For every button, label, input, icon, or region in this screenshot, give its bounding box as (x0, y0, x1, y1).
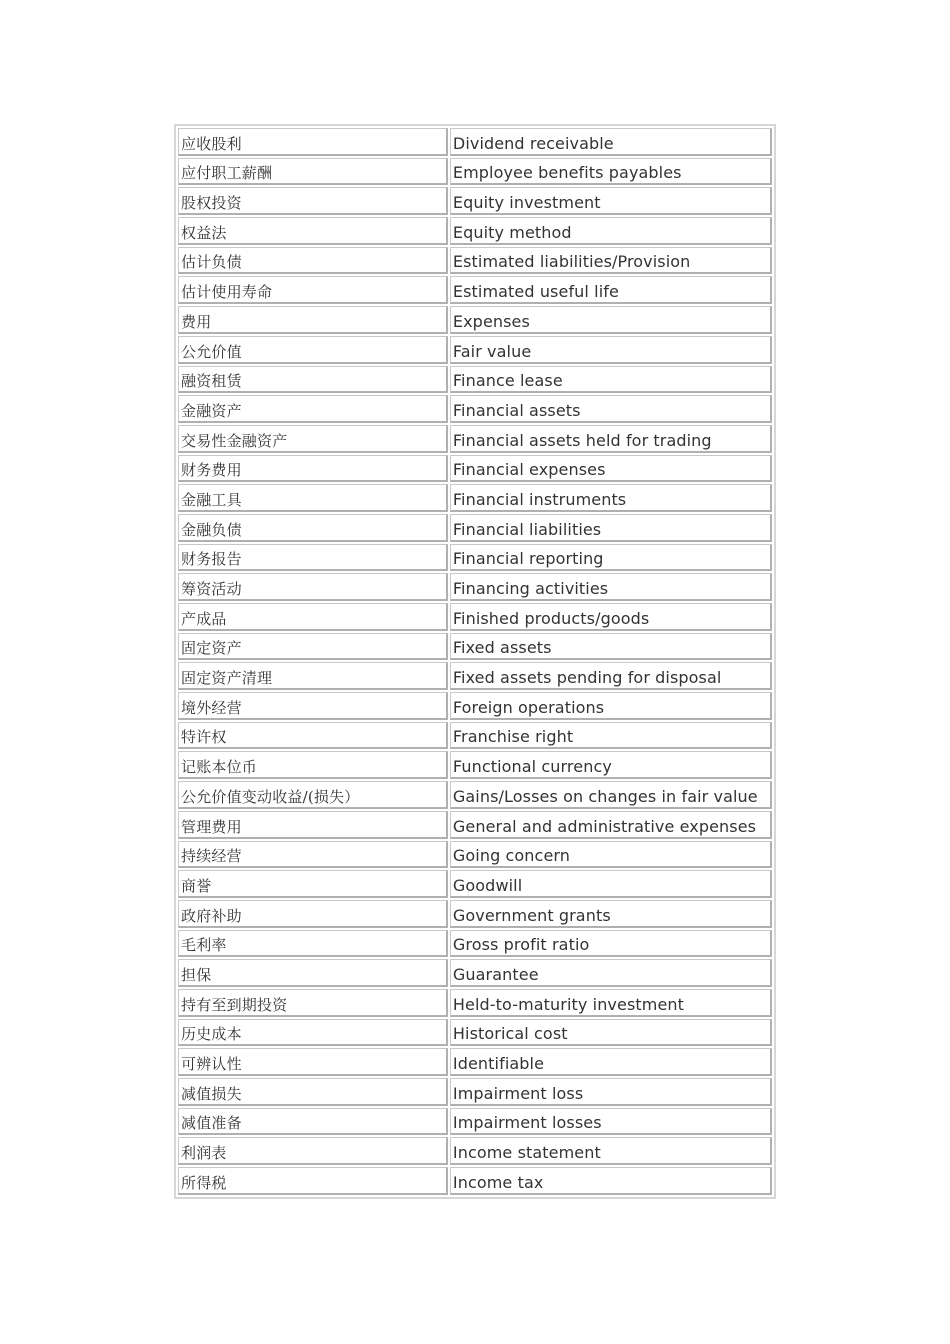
glossary-row (178, 1108, 772, 1136)
chinese-term-cell: 估计负债 (178, 247, 448, 275)
glossary-row (178, 959, 772, 987)
english-term-cell: Financial liabilities (450, 514, 772, 542)
chinese-term-cell: 公允价值 (178, 336, 448, 364)
english-term-cell: Financial assets held for trading (450, 425, 772, 453)
glossary-row (178, 366, 772, 394)
english-term-cell: Income statement (450, 1137, 772, 1165)
chinese-term-cell: 金融资产 (178, 395, 448, 423)
chinese-term-cell: 管理费用 (178, 811, 448, 839)
chinese-term-cell: 境外经营 (178, 692, 448, 720)
glossary-row (178, 930, 772, 958)
english-term-cell: Franchise right (450, 722, 772, 750)
chinese-term-cell: 产成品 (178, 603, 448, 631)
glossary-row (178, 217, 772, 245)
english-term-cell: Financial instruments (450, 484, 772, 512)
glossary-table (174, 124, 776, 1199)
glossary-row (178, 692, 772, 720)
english-term-cell: Impairment loss (450, 1078, 772, 1106)
english-term-cell: Equity method (450, 217, 772, 245)
chinese-term-cell: 费用 (178, 306, 448, 334)
chinese-term-cell: 减值准备 (178, 1108, 448, 1136)
english-term-cell: Held-to-maturity investment (450, 989, 772, 1017)
chinese-term-cell: 金融负债 (178, 514, 448, 542)
chinese-term-cell: 融资租赁 (178, 366, 448, 394)
chinese-term-cell: 利润表 (178, 1137, 448, 1165)
chinese-term-cell: 金融工具 (178, 484, 448, 512)
chinese-term-cell: 记账本位币 (178, 751, 448, 779)
english-term-cell: Guarantee (450, 959, 772, 987)
glossary-row (178, 722, 772, 750)
glossary-row (178, 662, 772, 690)
glossary-row (178, 900, 772, 928)
english-term-cell: Equity investment (450, 187, 772, 215)
glossary-row (178, 573, 772, 601)
english-term-cell: Employee benefits payables (450, 158, 772, 186)
chinese-term-cell: 固定资产 (178, 633, 448, 661)
english-term-cell: Fixed assets pending for disposal (450, 662, 772, 690)
english-term-cell: Foreign operations (450, 692, 772, 720)
chinese-term-cell: 毛利率 (178, 930, 448, 958)
english-term-cell: General and administrative expenses (450, 811, 772, 839)
english-term-cell: Expenses (450, 306, 772, 334)
english-term-cell: Finished products/goods (450, 603, 772, 631)
glossary-row (178, 247, 772, 275)
chinese-term-cell: 减值损失 (178, 1078, 448, 1106)
glossary-row (178, 603, 772, 631)
chinese-term-cell: 所得税 (178, 1167, 448, 1195)
glossary-row (178, 158, 772, 186)
english-term-cell: Gains/Losses on changes in fair value (450, 781, 772, 809)
glossary-row (178, 781, 772, 809)
glossary-row (178, 1137, 772, 1165)
chinese-term-cell: 交易性金融资产 (178, 425, 448, 453)
glossary-row (178, 1048, 772, 1076)
english-term-cell: Finance lease (450, 366, 772, 394)
chinese-term-cell: 担保 (178, 959, 448, 987)
glossary-row (178, 811, 772, 839)
glossary-row (178, 870, 772, 898)
chinese-term-cell: 持续经营 (178, 841, 448, 869)
english-term-cell: Gross profit ratio (450, 930, 772, 958)
english-term-cell: Estimated useful life (450, 276, 772, 304)
chinese-term-cell: 应收股利 (178, 128, 448, 156)
english-term-cell: Financing activities (450, 573, 772, 601)
english-term-cell: Income tax (450, 1167, 772, 1195)
glossary-row (178, 989, 772, 1017)
english-term-cell: Identifiable (450, 1048, 772, 1076)
chinese-term-cell: 公允价值变动收益/(损失） (178, 781, 448, 809)
glossary-row (178, 455, 772, 483)
chinese-term-cell: 历史成本 (178, 1019, 448, 1047)
chinese-term-cell: 固定资产清理 (178, 662, 448, 690)
glossary-row (178, 841, 772, 869)
glossary-body (178, 128, 772, 1195)
english-term-cell: Historical cost (450, 1019, 772, 1047)
english-term-cell: Going concern (450, 841, 772, 869)
glossary-row (178, 187, 772, 215)
glossary-row (178, 306, 772, 334)
english-term-cell: Estimated liabilities/Provision (450, 247, 772, 275)
chinese-term-cell: 持有至到期投资 (178, 989, 448, 1017)
chinese-term-cell: 政府补助 (178, 900, 448, 928)
glossary-row (178, 1167, 772, 1195)
english-term-cell: Functional currency (450, 751, 772, 779)
glossary-row (178, 633, 772, 661)
chinese-term-cell: 可辨认性 (178, 1048, 448, 1076)
chinese-term-cell: 商誉 (178, 870, 448, 898)
glossary-row (178, 544, 772, 572)
glossary-row (178, 751, 772, 779)
english-term-cell: Government grants (450, 900, 772, 928)
chinese-term-cell: 估计使用寿命 (178, 276, 448, 304)
chinese-term-cell: 财务费用 (178, 455, 448, 483)
glossary-row (178, 395, 772, 423)
english-term-cell: Goodwill (450, 870, 772, 898)
glossary-row (178, 425, 772, 453)
english-term-cell: Impairment losses (450, 1108, 772, 1136)
glossary-row (178, 1019, 772, 1047)
glossary-row (178, 514, 772, 542)
english-term-cell: Financial expenses (450, 455, 772, 483)
chinese-term-cell: 股权投资 (178, 187, 448, 215)
chinese-term-cell: 财务报告 (178, 544, 448, 572)
english-term-cell: Financial assets (450, 395, 772, 423)
chinese-term-cell: 特许权 (178, 722, 448, 750)
english-term-cell: Fixed assets (450, 633, 772, 661)
chinese-term-cell: 权益法 (178, 217, 448, 245)
english-term-cell: Financial reporting (450, 544, 772, 572)
chinese-term-cell: 应付职工薪酬 (178, 158, 448, 186)
glossary-row (178, 484, 772, 512)
glossary-row (178, 128, 772, 156)
glossary-row (178, 1078, 772, 1106)
glossary-row (178, 276, 772, 304)
chinese-term-cell: 筹资活动 (178, 573, 448, 601)
glossary-row (178, 336, 772, 364)
english-term-cell: Dividend receivable (450, 128, 772, 156)
english-term-cell: Fair value (450, 336, 772, 364)
